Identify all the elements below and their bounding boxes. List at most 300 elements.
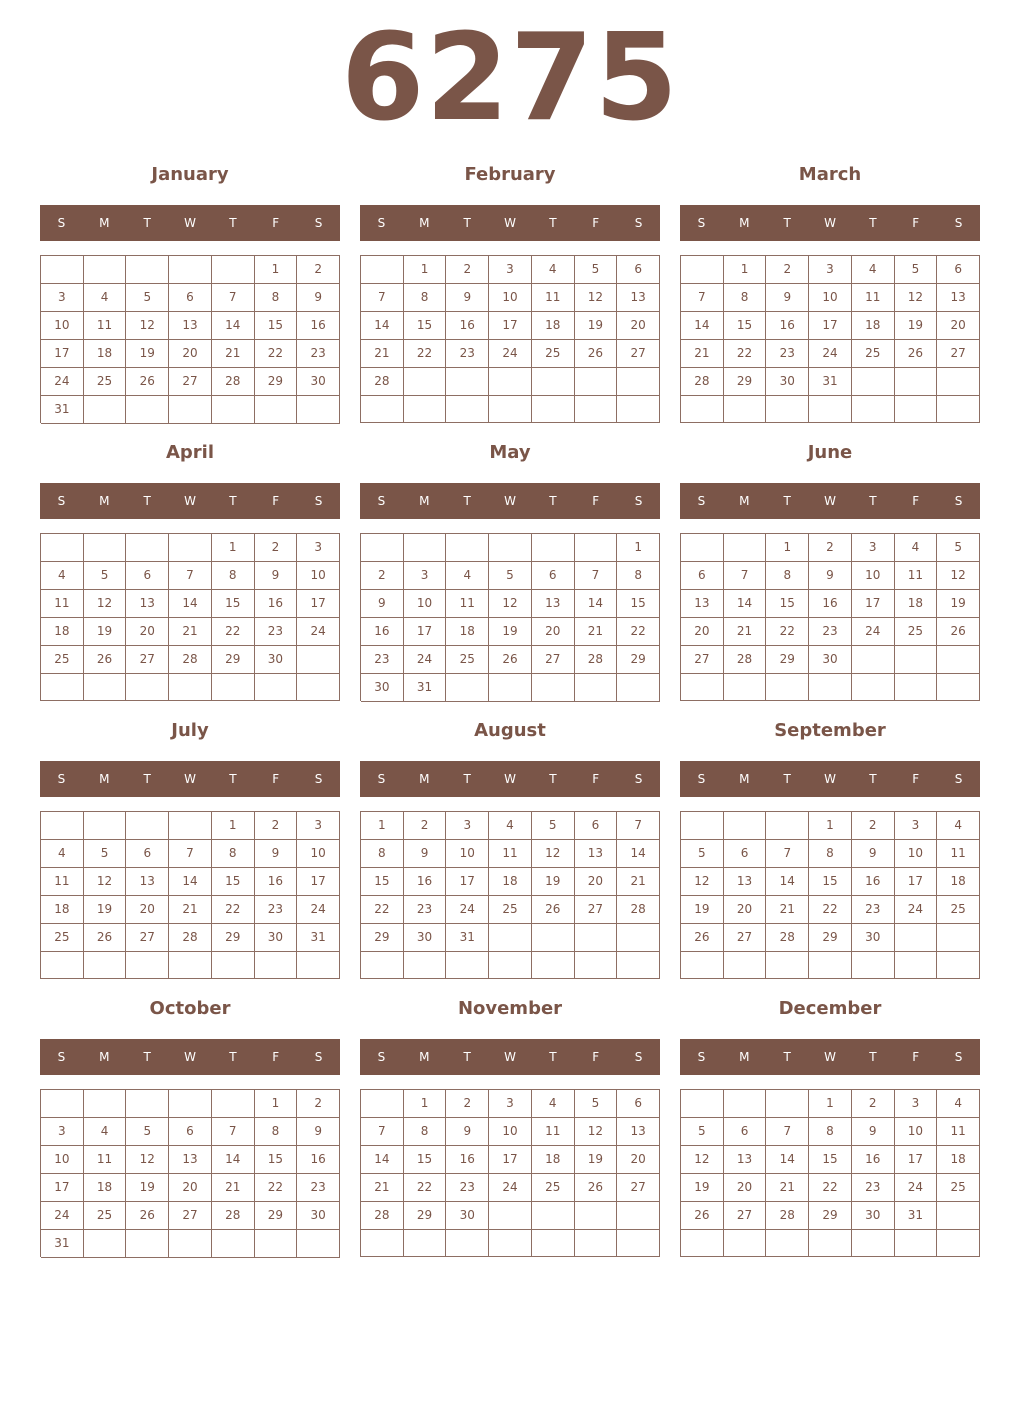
day-cell: 2 bbox=[852, 812, 895, 840]
day-cell: 12 bbox=[489, 590, 532, 618]
day-cell: 10 bbox=[489, 284, 532, 312]
day-cell: 25 bbox=[446, 646, 489, 674]
weekday-label: M bbox=[99, 494, 110, 508]
empty-day-cell bbox=[617, 952, 660, 979]
day-cell: 6 bbox=[937, 256, 980, 284]
day-cell: 9 bbox=[361, 590, 404, 618]
empty-day-cell bbox=[575, 1230, 618, 1257]
weekday-label: T bbox=[549, 772, 557, 786]
empty-day-cell bbox=[575, 396, 618, 423]
empty-day-cell bbox=[681, 674, 724, 701]
empty-day-cell bbox=[169, 674, 212, 701]
empty-day-cell bbox=[84, 396, 127, 424]
day-cell: 25 bbox=[532, 1174, 575, 1202]
weekday-label: T bbox=[783, 772, 791, 786]
day-cell: 29 bbox=[404, 1202, 447, 1230]
weekday-label: S bbox=[377, 494, 386, 508]
day-cell: 23 bbox=[297, 340, 340, 368]
empty-day-cell bbox=[446, 674, 489, 702]
empty-day-cell bbox=[681, 812, 724, 840]
day-cell: 1 bbox=[404, 1090, 447, 1118]
day-cell: 27 bbox=[575, 896, 618, 924]
day-cell: 19 bbox=[895, 312, 938, 340]
day-cell: 8 bbox=[809, 840, 852, 868]
day-cell: 11 bbox=[446, 590, 489, 618]
day-cell: 1 bbox=[724, 256, 767, 284]
day-cell: 31 bbox=[41, 396, 84, 424]
weekday-header bbox=[40, 1039, 340, 1075]
weekday-header bbox=[360, 1039, 660, 1075]
weekday-label: W bbox=[824, 494, 836, 508]
day-cell: 4 bbox=[84, 284, 127, 312]
day-cell: 15 bbox=[255, 312, 298, 340]
day-cell: 17 bbox=[41, 1174, 84, 1202]
day-cell: 15 bbox=[809, 1146, 852, 1174]
day-cell: 13 bbox=[681, 590, 724, 618]
day-cell: 4 bbox=[852, 256, 895, 284]
day-cell: 7 bbox=[617, 812, 660, 840]
empty-day-cell bbox=[532, 1202, 575, 1230]
empty-day-cell bbox=[895, 396, 938, 423]
day-cell: 26 bbox=[895, 340, 938, 368]
weekday-header bbox=[680, 483, 980, 519]
day-cell: 20 bbox=[169, 340, 212, 368]
empty-day-cell bbox=[852, 396, 895, 423]
empty-day-cell bbox=[575, 534, 618, 562]
empty-day-cell bbox=[681, 396, 724, 423]
day-cell: 23 bbox=[766, 340, 809, 368]
day-cell: 8 bbox=[255, 284, 298, 312]
day-cell: 22 bbox=[212, 618, 255, 646]
day-cell: 4 bbox=[84, 1118, 127, 1146]
day-cell: 1 bbox=[212, 812, 255, 840]
empty-day-cell bbox=[937, 646, 980, 674]
weekday-label: T bbox=[463, 494, 471, 508]
day-cell: 7 bbox=[361, 1118, 404, 1146]
weekday-label: T bbox=[143, 494, 151, 508]
empty-day-cell bbox=[532, 368, 575, 396]
day-cell: 22 bbox=[212, 896, 255, 924]
weekday-label: W bbox=[184, 494, 196, 508]
empty-day-cell bbox=[489, 952, 532, 979]
day-cell: 22 bbox=[255, 1174, 298, 1202]
day-cell: 9 bbox=[255, 840, 298, 868]
day-cell: 28 bbox=[212, 368, 255, 396]
day-cell: 13 bbox=[575, 840, 618, 868]
empty-day-cell bbox=[169, 952, 212, 979]
day-cell: 6 bbox=[617, 256, 660, 284]
empty-day-cell bbox=[126, 1090, 169, 1118]
empty-day-cell bbox=[532, 1230, 575, 1257]
weekday-label: S bbox=[634, 216, 643, 230]
weekday-label: T bbox=[463, 772, 471, 786]
weekday-label: F bbox=[912, 772, 920, 786]
empty-day-cell bbox=[212, 952, 255, 979]
weekday-label: T bbox=[549, 216, 557, 230]
day-cell: 5 bbox=[937, 534, 980, 562]
empty-day-cell bbox=[575, 952, 618, 979]
day-cell: 11 bbox=[852, 284, 895, 312]
day-cell: 28 bbox=[724, 646, 767, 674]
empty-day-cell bbox=[617, 1202, 660, 1230]
day-cell: 26 bbox=[84, 924, 127, 952]
weekday-label: W bbox=[184, 216, 196, 230]
day-cell: 13 bbox=[724, 868, 767, 896]
day-cell: 10 bbox=[404, 590, 447, 618]
day-cell: 19 bbox=[532, 868, 575, 896]
empty-day-cell bbox=[84, 534, 127, 562]
day-cell: 1 bbox=[361, 812, 404, 840]
empty-day-cell bbox=[766, 1090, 809, 1118]
day-cell: 30 bbox=[297, 368, 340, 396]
day-cell: 6 bbox=[681, 562, 724, 590]
day-cell: 4 bbox=[937, 812, 980, 840]
day-cell: 31 bbox=[446, 924, 489, 952]
empty-day-cell bbox=[169, 1090, 212, 1118]
empty-day-cell bbox=[126, 534, 169, 562]
day-cell: 9 bbox=[852, 840, 895, 868]
day-cell: 8 bbox=[361, 840, 404, 868]
empty-day-cell bbox=[532, 674, 575, 702]
day-cell: 22 bbox=[809, 896, 852, 924]
day-cell: 5 bbox=[681, 1118, 724, 1146]
day-cell: 27 bbox=[681, 646, 724, 674]
weekday-label: W bbox=[824, 772, 836, 786]
empty-day-cell bbox=[724, 952, 767, 979]
day-cell: 13 bbox=[617, 1118, 660, 1146]
day-cell: 25 bbox=[895, 618, 938, 646]
empty-day-cell bbox=[446, 952, 489, 979]
day-cell: 21 bbox=[724, 618, 767, 646]
day-cell: 12 bbox=[84, 590, 127, 618]
day-cell: 8 bbox=[724, 284, 767, 312]
day-cell: 14 bbox=[681, 312, 724, 340]
weekday-label: F bbox=[272, 216, 280, 230]
empty-day-cell bbox=[404, 368, 447, 396]
empty-day-cell bbox=[724, 396, 767, 423]
day-cell: 17 bbox=[41, 340, 84, 368]
day-cell: 19 bbox=[681, 896, 724, 924]
day-cell: 6 bbox=[724, 840, 767, 868]
day-cell: 8 bbox=[404, 1118, 447, 1146]
empty-day-cell bbox=[255, 396, 298, 424]
day-cell: 7 bbox=[169, 562, 212, 590]
weekday-label: F bbox=[592, 772, 600, 786]
day-cell: 13 bbox=[169, 1146, 212, 1174]
day-cell: 28 bbox=[681, 368, 724, 396]
empty-day-cell bbox=[937, 924, 980, 952]
day-cell: 7 bbox=[212, 1118, 255, 1146]
empty-day-cell bbox=[532, 534, 575, 562]
day-cell: 29 bbox=[255, 368, 298, 396]
empty-day-cell bbox=[937, 396, 980, 423]
day-cell: 17 bbox=[446, 868, 489, 896]
day-cell: 18 bbox=[84, 1174, 127, 1202]
month-name: December bbox=[778, 998, 882, 1019]
day-cell: 24 bbox=[297, 618, 340, 646]
day-cell: 30 bbox=[852, 1202, 895, 1230]
day-cell: 11 bbox=[84, 1146, 127, 1174]
empty-day-cell bbox=[617, 368, 660, 396]
day-cell: 9 bbox=[297, 1118, 340, 1146]
day-cell: 3 bbox=[809, 256, 852, 284]
day-cell: 26 bbox=[937, 618, 980, 646]
day-cell: 3 bbox=[895, 1090, 938, 1118]
day-cell: 23 bbox=[404, 896, 447, 924]
empty-day-cell bbox=[361, 396, 404, 423]
empty-day-cell bbox=[84, 674, 127, 701]
weekday-label: S bbox=[697, 216, 706, 230]
day-cell: 18 bbox=[937, 868, 980, 896]
day-cell: 31 bbox=[41, 1230, 84, 1258]
day-cell: 13 bbox=[724, 1146, 767, 1174]
weekday-label: W bbox=[504, 494, 516, 508]
day-cell: 21 bbox=[681, 340, 724, 368]
weekday-label: F bbox=[272, 772, 280, 786]
empty-day-cell bbox=[766, 1230, 809, 1257]
month-name: May bbox=[489, 442, 531, 463]
day-cell: 7 bbox=[212, 284, 255, 312]
day-cell: 25 bbox=[84, 1202, 127, 1230]
day-cell: 19 bbox=[489, 618, 532, 646]
weekday-label: T bbox=[229, 494, 237, 508]
day-cell: 26 bbox=[126, 368, 169, 396]
day-cell: 14 bbox=[617, 840, 660, 868]
day-cell: 18 bbox=[532, 312, 575, 340]
empty-day-cell bbox=[617, 674, 660, 702]
empty-day-cell bbox=[361, 256, 404, 284]
empty-day-cell bbox=[617, 396, 660, 423]
day-cell: 13 bbox=[126, 590, 169, 618]
day-cell: 11 bbox=[84, 312, 127, 340]
empty-day-cell bbox=[361, 952, 404, 979]
day-cell: 10 bbox=[809, 284, 852, 312]
weekday-label: S bbox=[634, 1050, 643, 1064]
weekday-label: S bbox=[634, 494, 643, 508]
day-cell: 10 bbox=[297, 840, 340, 868]
empty-day-cell bbox=[404, 534, 447, 562]
day-cell: 24 bbox=[446, 896, 489, 924]
day-cell: 1 bbox=[809, 812, 852, 840]
day-cell: 3 bbox=[895, 812, 938, 840]
weekday-label: W bbox=[184, 1050, 196, 1064]
day-cell: 12 bbox=[895, 284, 938, 312]
month-name: November bbox=[457, 998, 563, 1019]
day-cell: 22 bbox=[404, 1174, 447, 1202]
day-cell: 3 bbox=[41, 284, 84, 312]
weekday-label: F bbox=[912, 1050, 920, 1064]
day-cell: 21 bbox=[361, 1174, 404, 1202]
day-cell: 11 bbox=[41, 868, 84, 896]
day-cell: 22 bbox=[724, 340, 767, 368]
empty-day-cell bbox=[41, 952, 84, 979]
weekday-header bbox=[360, 205, 660, 241]
weekday-label: S bbox=[954, 1050, 963, 1064]
day-cell: 3 bbox=[446, 812, 489, 840]
empty-day-cell bbox=[489, 674, 532, 702]
empty-day-cell bbox=[852, 368, 895, 396]
weekday-header bbox=[360, 761, 660, 797]
day-grid bbox=[680, 533, 980, 701]
weekday-label: W bbox=[504, 772, 516, 786]
day-cell: 7 bbox=[681, 284, 724, 312]
day-cell: 21 bbox=[361, 340, 404, 368]
day-cell: 14 bbox=[169, 868, 212, 896]
day-cell: 20 bbox=[681, 618, 724, 646]
empty-day-cell bbox=[297, 646, 340, 674]
day-cell: 17 bbox=[489, 1146, 532, 1174]
weekday-label: T bbox=[869, 216, 877, 230]
weekday-label: W bbox=[504, 1050, 516, 1064]
empty-day-cell bbox=[84, 1230, 127, 1258]
day-cell: 15 bbox=[212, 590, 255, 618]
empty-day-cell bbox=[212, 1090, 255, 1118]
day-cell: 15 bbox=[404, 312, 447, 340]
day-grid bbox=[680, 1089, 980, 1257]
day-cell: 6 bbox=[126, 840, 169, 868]
month-name: October bbox=[149, 998, 231, 1019]
day-cell: 8 bbox=[404, 284, 447, 312]
day-cell: 26 bbox=[126, 1202, 169, 1230]
day-cell: 5 bbox=[532, 812, 575, 840]
weekday-label: F bbox=[592, 216, 600, 230]
day-cell: 6 bbox=[724, 1118, 767, 1146]
empty-day-cell bbox=[126, 1230, 169, 1258]
day-cell: 21 bbox=[617, 868, 660, 896]
day-cell: 18 bbox=[41, 896, 84, 924]
day-cell: 17 bbox=[809, 312, 852, 340]
day-cell: 20 bbox=[126, 618, 169, 646]
weekday-label: M bbox=[99, 1050, 110, 1064]
day-cell: 26 bbox=[575, 1174, 618, 1202]
day-cell: 25 bbox=[41, 646, 84, 674]
day-cell: 27 bbox=[617, 1174, 660, 1202]
day-cell: 16 bbox=[404, 868, 447, 896]
weekday-label: T bbox=[463, 216, 471, 230]
day-cell: 29 bbox=[212, 924, 255, 952]
day-cell: 5 bbox=[126, 1118, 169, 1146]
weekday-label: S bbox=[57, 1050, 66, 1064]
day-cell: 29 bbox=[766, 646, 809, 674]
empty-day-cell bbox=[895, 674, 938, 701]
day-cell: 4 bbox=[895, 534, 938, 562]
day-cell: 30 bbox=[404, 924, 447, 952]
day-cell: 8 bbox=[212, 562, 255, 590]
weekday-label: S bbox=[954, 772, 963, 786]
empty-day-cell bbox=[84, 1090, 127, 1118]
empty-day-cell bbox=[41, 812, 84, 840]
day-cell: 26 bbox=[489, 646, 532, 674]
day-cell: 14 bbox=[575, 590, 618, 618]
empty-day-cell bbox=[766, 952, 809, 979]
day-cell: 14 bbox=[212, 1146, 255, 1174]
day-cell: 2 bbox=[852, 1090, 895, 1118]
day-cell: 20 bbox=[532, 618, 575, 646]
day-cell: 6 bbox=[169, 1118, 212, 1146]
day-cell: 10 bbox=[297, 562, 340, 590]
empty-day-cell bbox=[895, 646, 938, 674]
day-grid bbox=[360, 255, 660, 423]
empty-day-cell bbox=[852, 952, 895, 979]
empty-day-cell bbox=[724, 1090, 767, 1118]
empty-day-cell bbox=[126, 674, 169, 701]
empty-day-cell bbox=[937, 952, 980, 979]
empty-day-cell bbox=[41, 256, 84, 284]
day-cell: 19 bbox=[126, 1174, 169, 1202]
day-cell: 13 bbox=[532, 590, 575, 618]
day-cell: 15 bbox=[212, 868, 255, 896]
month-name: January bbox=[151, 164, 229, 185]
day-cell: 19 bbox=[126, 340, 169, 368]
day-cell: 19 bbox=[575, 312, 618, 340]
day-cell: 2 bbox=[297, 256, 340, 284]
day-cell: 24 bbox=[404, 646, 447, 674]
day-cell: 3 bbox=[297, 812, 340, 840]
day-cell: 1 bbox=[404, 256, 447, 284]
weekday-header bbox=[680, 1039, 980, 1075]
day-cell: 28 bbox=[766, 1202, 809, 1230]
weekday-label: M bbox=[739, 216, 750, 230]
day-cell: 29 bbox=[809, 924, 852, 952]
empty-day-cell bbox=[852, 674, 895, 701]
weekday-label: S bbox=[314, 1050, 323, 1064]
empty-day-cell bbox=[361, 1090, 404, 1118]
empty-day-cell bbox=[489, 1202, 532, 1230]
day-cell: 13 bbox=[617, 284, 660, 312]
day-cell: 19 bbox=[681, 1174, 724, 1202]
day-cell: 2 bbox=[809, 534, 852, 562]
empty-day-cell bbox=[169, 534, 212, 562]
weekday-label: M bbox=[99, 216, 110, 230]
day-cell: 1 bbox=[617, 534, 660, 562]
day-cell: 2 bbox=[446, 256, 489, 284]
weekday-label: T bbox=[869, 772, 877, 786]
day-cell: 22 bbox=[255, 340, 298, 368]
empty-day-cell bbox=[766, 396, 809, 423]
day-grid bbox=[40, 255, 340, 423]
day-cell: 26 bbox=[681, 924, 724, 952]
weekday-label: S bbox=[314, 494, 323, 508]
empty-day-cell bbox=[852, 1230, 895, 1257]
day-cell: 21 bbox=[575, 618, 618, 646]
empty-day-cell bbox=[937, 1230, 980, 1257]
weekday-label: T bbox=[229, 216, 237, 230]
day-cell: 30 bbox=[446, 1202, 489, 1230]
weekday-label: S bbox=[57, 216, 66, 230]
day-cell: 8 bbox=[617, 562, 660, 590]
day-cell: 20 bbox=[575, 868, 618, 896]
day-cell: 28 bbox=[361, 1202, 404, 1230]
day-cell: 17 bbox=[852, 590, 895, 618]
day-cell: 17 bbox=[895, 868, 938, 896]
weekday-label: T bbox=[143, 216, 151, 230]
day-cell: 19 bbox=[84, 618, 127, 646]
day-cell: 14 bbox=[361, 312, 404, 340]
day-cell: 6 bbox=[617, 1090, 660, 1118]
day-cell: 20 bbox=[937, 312, 980, 340]
day-cell: 16 bbox=[297, 312, 340, 340]
weekday-label: T bbox=[229, 772, 237, 786]
empty-day-cell bbox=[212, 396, 255, 424]
weekday-label: M bbox=[99, 772, 110, 786]
day-cell: 15 bbox=[404, 1146, 447, 1174]
day-cell: 12 bbox=[681, 1146, 724, 1174]
day-cell: 18 bbox=[937, 1146, 980, 1174]
day-cell: 13 bbox=[126, 868, 169, 896]
day-grid bbox=[40, 811, 340, 979]
day-cell: 1 bbox=[766, 534, 809, 562]
empty-day-cell bbox=[169, 812, 212, 840]
